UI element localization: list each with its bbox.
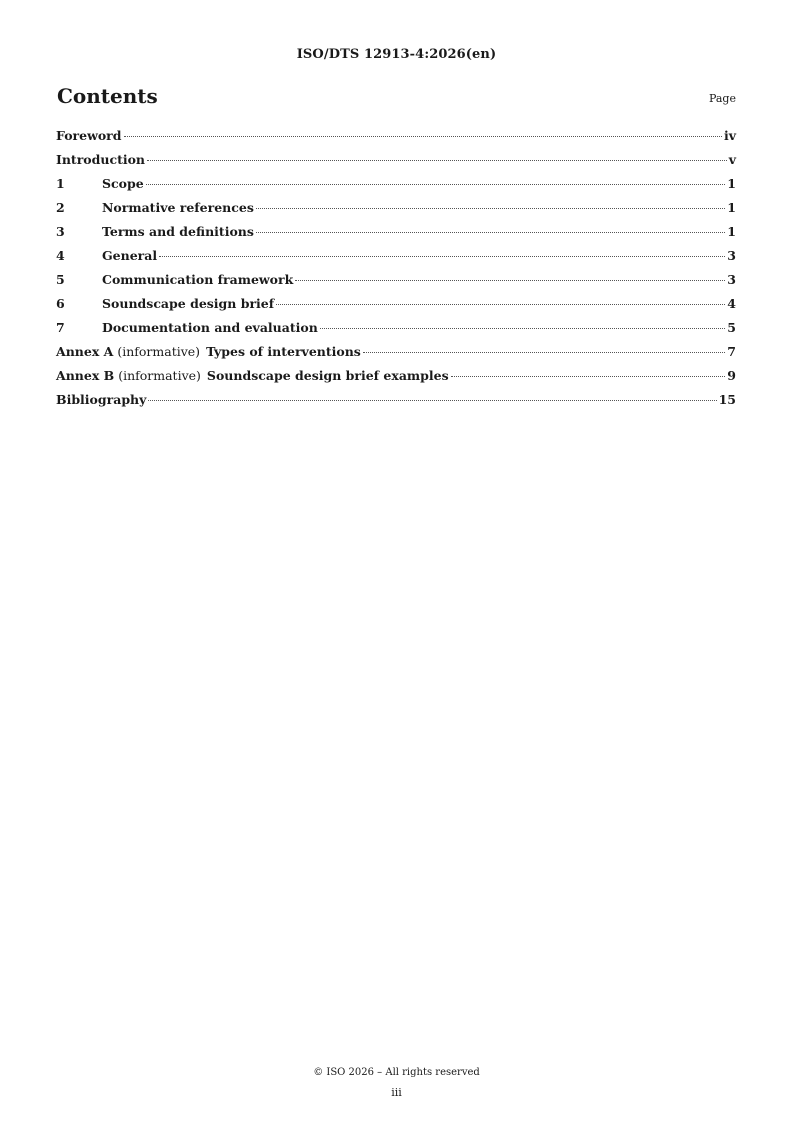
toc-dot-leader bbox=[148, 400, 716, 401]
toc-entry-title: Documentation and evaluation bbox=[102, 320, 318, 335]
toc-dot-leader bbox=[159, 256, 725, 257]
toc-entry[interactable] bbox=[56, 368, 736, 392]
toc-entry-title: Bibliography bbox=[56, 392, 147, 407]
toc-entry-title: Communication framework bbox=[102, 272, 294, 287]
toc-entry[interactable] bbox=[56, 176, 736, 200]
toc-dot-leader bbox=[320, 328, 726, 329]
page-number: iii bbox=[391, 1086, 402, 1099]
toc-annex-note: (informative) bbox=[118, 368, 201, 383]
toc-entry[interactable] bbox=[56, 392, 736, 416]
toc-dot-leader bbox=[147, 160, 727, 161]
toc-dot-leader bbox=[276, 304, 725, 305]
toc-entry-title: Introduction bbox=[56, 152, 146, 167]
toc-dot-leader bbox=[295, 280, 725, 281]
toc-entry-page: 1 bbox=[727, 176, 736, 191]
toc-entry-page: iv bbox=[723, 128, 736, 143]
toc-entry-page: 7 bbox=[727, 344, 736, 359]
toc-entry-title: Scope bbox=[102, 176, 144, 191]
contents-title: Contents bbox=[57, 84, 158, 108]
toc-entry[interactable] bbox=[56, 344, 736, 368]
contents-heading-row bbox=[57, 84, 736, 112]
toc-entry-page: 15 bbox=[718, 392, 736, 407]
toc-entry[interactable] bbox=[56, 152, 736, 176]
toc-entry-page: 5 bbox=[727, 320, 736, 335]
toc-entry-number: 1 bbox=[56, 176, 65, 191]
toc-entry-page: 3 bbox=[727, 248, 736, 263]
toc-dot-leader bbox=[256, 208, 725, 209]
toc-entry-page: 9 bbox=[727, 368, 736, 383]
toc-entry-title: Terms and definitions bbox=[102, 224, 254, 239]
page-column-label: Page bbox=[708, 92, 736, 105]
toc-dot-leader bbox=[363, 352, 725, 353]
toc-entry-page: 3 bbox=[727, 272, 736, 287]
toc-entry-title: General bbox=[102, 248, 158, 263]
toc-annex-label: Annex B bbox=[56, 368, 115, 383]
copyright-notice: © ISO 2026 – All rights reserved bbox=[313, 1067, 480, 1078]
toc-entry-title: Normative references bbox=[102, 200, 254, 215]
toc-entry-number: 7 bbox=[56, 320, 65, 335]
toc-dot-leader bbox=[256, 232, 725, 233]
toc-entry-number: 3 bbox=[56, 224, 65, 239]
toc-entry[interactable] bbox=[56, 200, 736, 224]
toc-annex-note: (informative) bbox=[117, 344, 201, 359]
toc-entry-page: 1 bbox=[727, 200, 736, 215]
toc-entry[interactable] bbox=[56, 224, 736, 248]
toc-dot-leader bbox=[124, 136, 722, 137]
toc-entry[interactable] bbox=[56, 248, 736, 272]
toc-entry-title: Foreword bbox=[56, 128, 122, 143]
toc-annex-label: Annex A bbox=[56, 344, 114, 359]
toc-entry[interactable] bbox=[56, 128, 736, 152]
toc-dot-leader bbox=[146, 184, 726, 185]
toc-entry-number: 6 bbox=[56, 296, 65, 311]
toc-entry-page: 4 bbox=[727, 296, 736, 311]
toc-entry-page: 1 bbox=[727, 224, 736, 239]
toc-entry-number: 4 bbox=[56, 248, 65, 263]
toc-entry[interactable] bbox=[56, 272, 736, 296]
toc-entry[interactable] bbox=[56, 296, 736, 320]
toc-dot-leader bbox=[451, 376, 726, 377]
toc-entry-title: Soundscape design brief bbox=[102, 296, 275, 311]
table-of-contents bbox=[56, 128, 736, 416]
toc-entry-number: 2 bbox=[56, 200, 65, 215]
toc-entry-page: v bbox=[728, 152, 736, 167]
toc-entry-title: Soundscape design brief examples bbox=[206, 368, 449, 383]
toc-entry-number: 5 bbox=[56, 272, 65, 287]
document-id-header: ISO/DTS 12913-4:2026(en) bbox=[296, 47, 497, 62]
toc-entry[interactable] bbox=[56, 320, 736, 344]
toc-entry-title: Types of interventions bbox=[206, 344, 361, 359]
